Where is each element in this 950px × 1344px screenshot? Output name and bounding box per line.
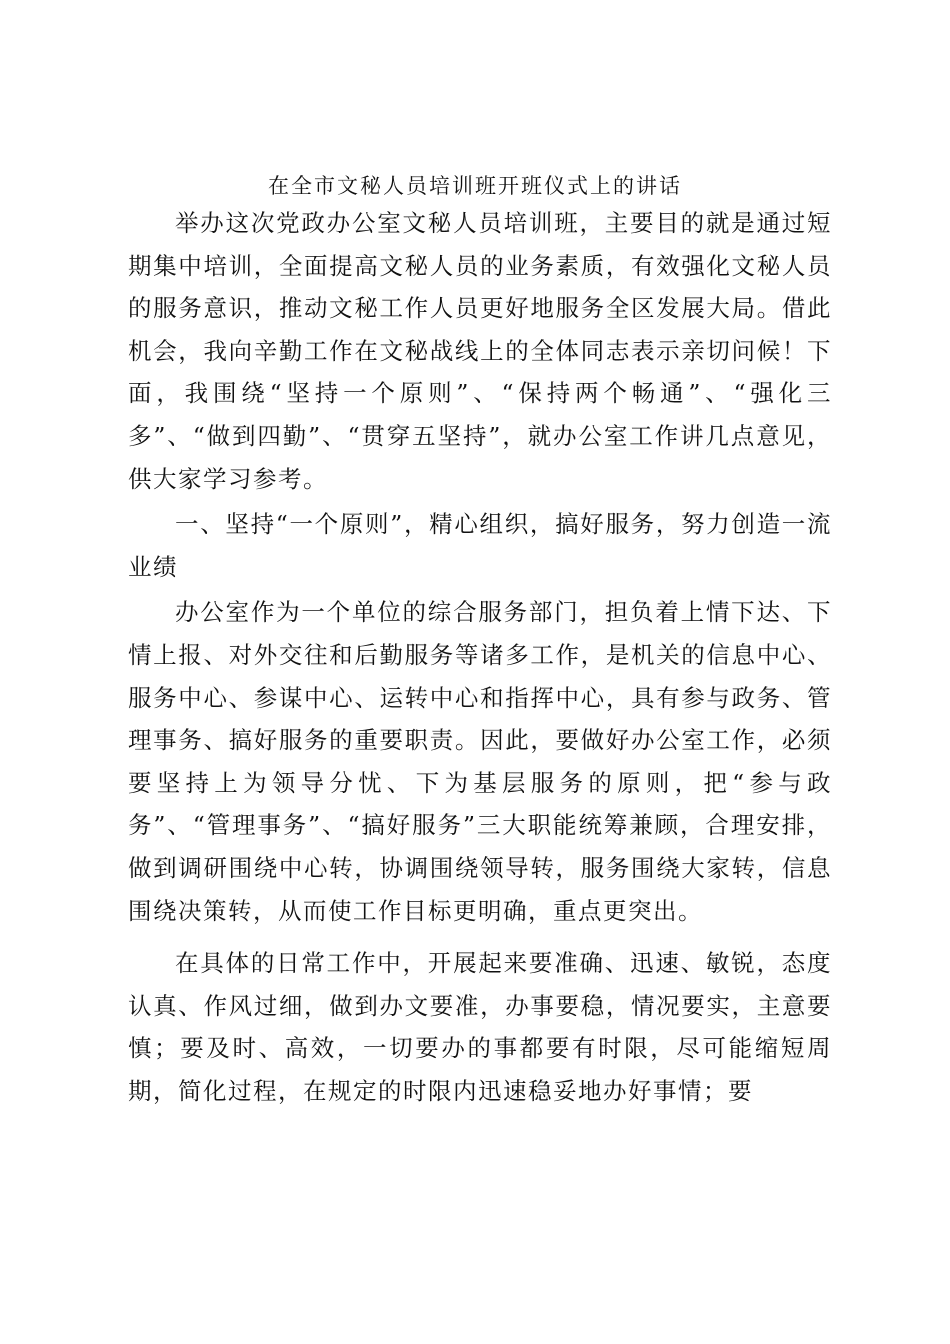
paragraph-intro: 举办这次党政办公室文秘人员培训班，主要目的就是通过短期集中培训，全面提高文秘人员的业务素质，有效强化文秘人员的服务意识，推动文秘工作人员更好地服务全区发展大局。借此机会，我向辛勤工作在文秘战线上的全体同志表示亲切问候！下面，我围绕“坚持一个原则”、“保持两个畅通”、“强化三多”、“做到四勤”、“贯穿五坚持”，就办公室工作讲几点意见，供大家学习参考。 [128, 209, 832, 493]
document-title: 在全市文秘人员培训班开班仪式上的讲话 [268, 174, 682, 198]
paragraph-office-role: 办公室作为一个单位的综合服务部门，担负着上情下达、下情上报、对外交往和后勤服务等诸多工作，是机关的信息中心、服务中心、参谋中心、运转中心和指挥中心，具有参与政务、管理事务、搞好服务的重要职责。因此，要做好办公室工作，必须要坚持上为领导分忧、下为基层服务的原则，把“参与政务”、“管理事务”、“搞好服务”三大职能统筹兼顾，合理安排，做到调研围绕中心转，协调围绕领导转，服务围绕大家转，信息围绕决策转，从而使工作目标更明确，重点更突出。 [128, 598, 832, 925]
paragraph-daily-work: 在具体的日常工作中，开展起来要准确、迅速、敏锐，态度认真、作风过细，做到办文要准，办事要稳，情况要实，主意要慎；要及时、高效，一切要办的事都要有时限，尽可能缩短周期，简化过程，在规定的时限内迅速稳妥地办好事情；要 [128, 949, 832, 1105]
section-heading-1: 一、坚持“一个原则”，精心组织，搞好服务，努力创造一流业绩 [128, 510, 832, 581]
document-body [128, 202, 832, 1112]
